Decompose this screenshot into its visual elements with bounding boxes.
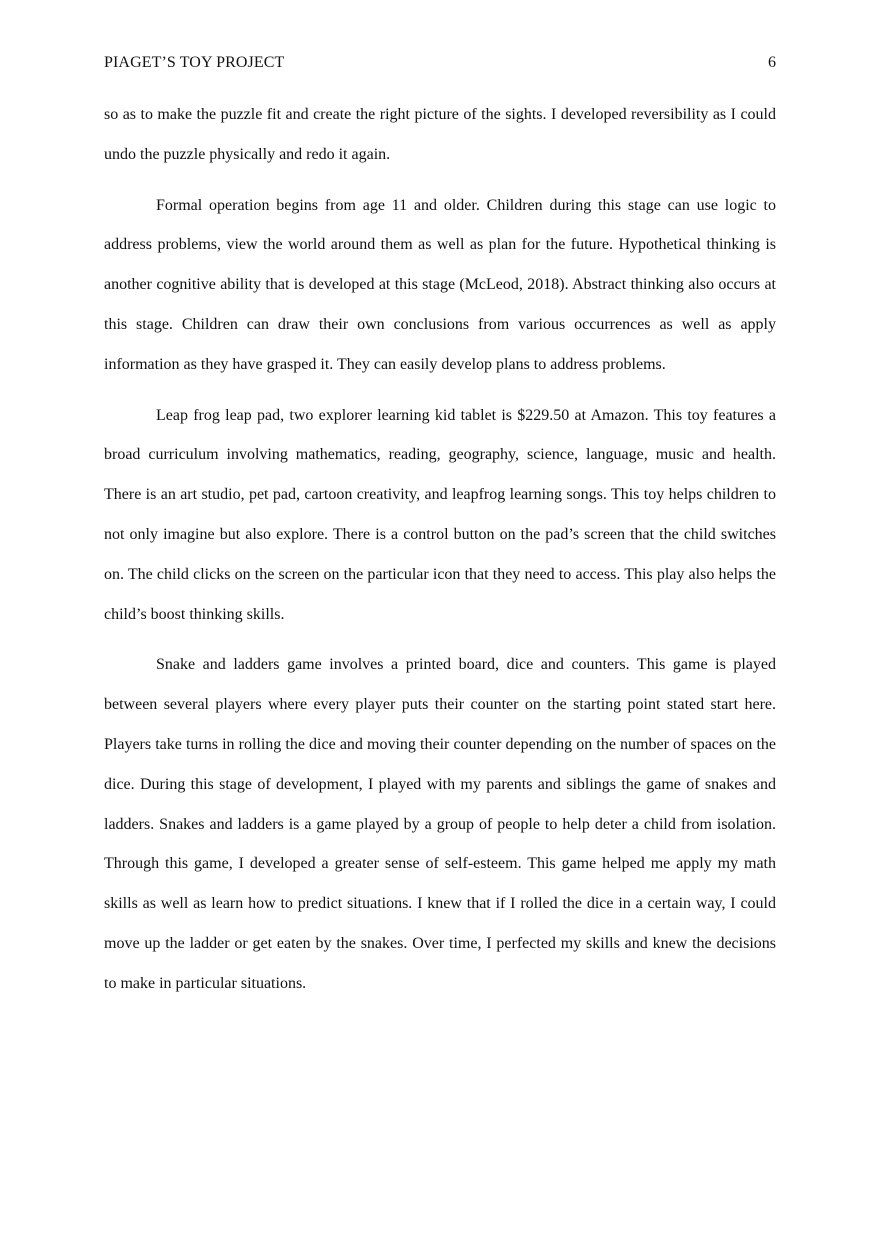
page-number: 6 (768, 54, 776, 71)
paragraph-formal-operation: Formal operation begins from age 11 and older. Children during this stage can use logic to address problems, view the world around them as well as plan for the future. Hypothetical thinking is another cognitive ability that is developed at this stage (McLeod, 2018). Abstract thinking also occurs at this stage. Children can draw their own conclusions from various occurrences as well as apply information as they have grasped it. They can easily develop plans to address problems. (104, 196, 776, 373)
page-header (104, 52, 776, 74)
paragraph-leap-frog: Leap frog leap pad, two explorer learning kid tablet is $229.50 at Amazon. This toy features a broad curriculum involving mathematics, reading, geography, science, language, music and health. There is an art studio, pet pad, cartoon creativity, and leapfrog learning songs. This toy helps children to not only imagine but also explore. There is a control button on the pad’s screen that the child switches on. The child clicks on the screen on the particular icon that they need to access. This play also helps the child’s boost thinking skills. (104, 406, 776, 623)
running-head: PIAGET’S TOY PROJECT (104, 54, 285, 71)
paragraph-snakes-and-ladders: Snake and ladders game involves a printed board, dice and counters. This game is played between several players where every player puts their counter on the starting point stated start here. Players take turns in rolling the dice and moving their counter depending on the number of spaces on the dice. During this stage of development, I played with my parents and siblings the game of snakes and ladders. Snakes and ladders is a game played by a group of people to help deter a child from isolation. Through this game, I developed a greater sense of self-esteem. This game helped me apply my math skills as well as learn how to predict situations. I knew that if I rolled the dice in a certain way, I could move up the ladder or get eaten by the snakes. Over time, I perfected my skills and knew the decisions to make in particular situations. (104, 656, 776, 992)
paragraph-continued: so as to make the puzzle fit and create the right picture of the sights. I developed reversibility as I could undo the puzzle physically and redo it again. (104, 106, 776, 163)
body-text (104, 95, 776, 1015)
